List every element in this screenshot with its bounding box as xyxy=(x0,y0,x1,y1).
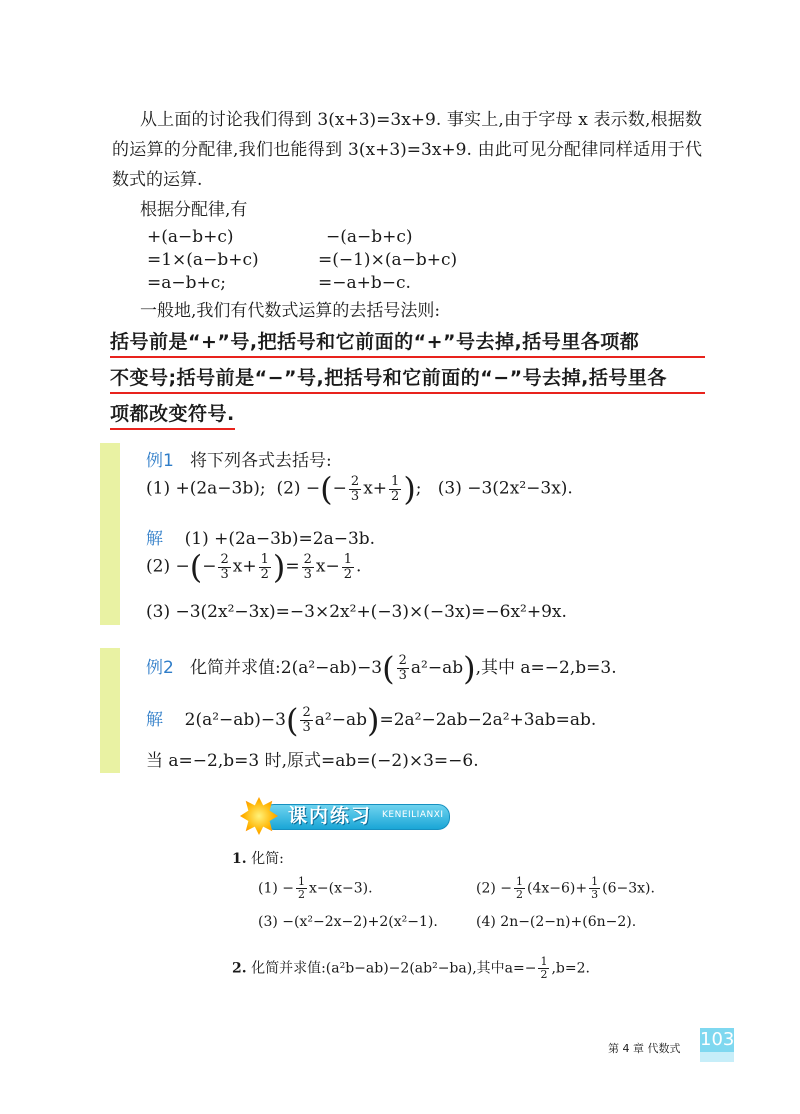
example1-s2-x2: x− xyxy=(315,556,340,577)
example1-solution-1 xyxy=(146,524,375,549)
intro-paragraph: 从上面的讨论我们得到 3(x+3)=3x+9. 事实上,由于字母 x 表示数,根据数的运算的分配律,我们也能得到 3(x+3)=3x+9. 由此可见分配律同样适用于代数式的运算. xyxy=(112,110,702,190)
right-paren: ) xyxy=(366,701,380,740)
example1-questions xyxy=(146,470,573,508)
distrib-left-2: =1×(a−b+c) xyxy=(147,250,259,270)
distrib-right-3: =−a+b−c. xyxy=(318,273,411,293)
practice-q1-text: 化简: xyxy=(251,851,284,867)
example2-task-post: ,其中 a=−2,b=3. xyxy=(475,658,617,678)
practice-q1-d: (4) 2n−(2−n)+(6n−2). xyxy=(476,914,637,930)
distrib-left-1: +(a−b+c) xyxy=(147,227,234,247)
fraction-1-2: $\frac{1}{2}$ xyxy=(540,955,548,981)
fraction-1-3: $\frac{1}{3}$ xyxy=(591,875,599,901)
right-paren: ) xyxy=(403,470,416,508)
example2-sol-pre: 2(a²−ab)−3 xyxy=(184,710,286,730)
example1-s1: (1) +(2a−3b)=2a−3b. xyxy=(184,529,376,549)
fraction-1-2: $\frac{1}{2}$ xyxy=(343,551,353,582)
left-paren: ( xyxy=(320,470,333,508)
example1-solution-3: (3) −3(2x²−3x)=−3×2x²+(−3)×(−3x)=−6x²+9x. xyxy=(146,602,567,622)
fraction-2-3: $\frac{2}{3}$ xyxy=(303,551,312,582)
example1-s2-end: . xyxy=(356,556,362,577)
practice-q1-a-pre: (1) − xyxy=(258,880,295,897)
practice-title-text: 课内练习 xyxy=(288,805,373,827)
page-number-strip xyxy=(700,1052,734,1062)
example2-sol-mid: a²−ab xyxy=(314,710,367,730)
practice-q2 xyxy=(232,956,590,981)
example2-task-pre: 化简并求值:2(a²−ab)−3 xyxy=(190,658,383,678)
practice-q1-b-post: (6−3x). xyxy=(602,880,655,897)
practice-title-banner xyxy=(240,800,452,832)
example1-s2-pre: (2) − xyxy=(146,556,190,577)
example1-solution-label: 解 xyxy=(146,529,163,549)
practice-q1-header xyxy=(232,848,284,868)
page-number: 103 xyxy=(700,1029,735,1050)
practice-q2-text: 化简并求值:(a²b−ab)−2(ab²−ba),其中a=− xyxy=(251,960,537,977)
practice-q1-b-mid: (4x−6)+ xyxy=(527,880,588,897)
example2-header xyxy=(146,649,617,688)
right-paren: ) xyxy=(463,649,476,688)
example1-q2-x: x+ xyxy=(363,478,388,499)
example1-q3: (3) −3(2x²−3x). xyxy=(437,478,573,499)
fraction-1-2: $\frac{1}{2}$ xyxy=(260,551,269,582)
example2-solution xyxy=(146,701,597,740)
practice-subtitle-text: KENEILIANXI xyxy=(382,810,444,820)
fraction-2-3: $\frac{2}{3}$ xyxy=(302,705,311,735)
example2-sol-post: =2a²−2ab−2a²+3ab=ab. xyxy=(379,710,597,730)
distrib-right-1: −(a−b+c) xyxy=(326,227,413,247)
practice-q2-number: 2. xyxy=(232,960,247,977)
left-paren: ( xyxy=(285,701,299,740)
example1-task: 将下列各式去括号: xyxy=(190,451,332,471)
example2-solution-label: 解 xyxy=(146,710,163,730)
example1-q2-after: ; xyxy=(415,478,422,499)
example1-solution-2 xyxy=(146,548,362,586)
rule-line-3: 项都改变符号. xyxy=(110,400,235,430)
fraction-1-2: $\frac{1}{2}$ xyxy=(391,473,400,504)
example1-q1: (1) +(2a−3b); xyxy=(146,478,266,499)
example1-q2-a: − xyxy=(332,478,347,499)
example2-final: 当 a=−2,b=3 时,原式=ab=(−2)×3=−6. xyxy=(146,751,479,771)
example1-s2-a: − xyxy=(202,556,217,577)
right-paren: ) xyxy=(272,548,286,586)
rule-line-2: 不变号;括号前是“−”号,把括号和它前面的“−”号去掉,括号里各 xyxy=(110,364,705,394)
practice-q1-a-post: x−(x−3). xyxy=(309,880,373,897)
intro-paragraph-2: 根据分配律,有 xyxy=(140,200,248,220)
example1-s2-x: x+ xyxy=(232,556,257,577)
example1-label: 例1 xyxy=(146,451,174,471)
example2-band xyxy=(100,648,120,773)
distrib-right-2: =(−1)×(a−b+c) xyxy=(318,250,458,270)
example1-header xyxy=(146,446,332,471)
practice-q2-post: ,b=2. xyxy=(551,960,590,977)
practice-q1-b xyxy=(476,876,655,901)
general-statement: 一般地,我们有代数式运算的去括号法则: xyxy=(140,301,441,321)
practice-q1-a xyxy=(258,876,373,901)
fraction-1-2: $\frac{1}{2}$ xyxy=(516,875,524,901)
fraction-2-3: $\frac{2}{3}$ xyxy=(220,551,229,582)
rule-line-1: 括号前是“+”号,把括号和它前面的“+”号去掉,括号里各项都 xyxy=(110,328,705,358)
practice-q1-c: (3) −(x²−2x−2)+2(x²−1). xyxy=(258,914,438,930)
rule-block xyxy=(110,328,705,436)
practice-q1-number: 1. xyxy=(232,851,247,867)
example2-task-mid: a²−ab xyxy=(410,658,464,678)
left-paren: ( xyxy=(382,649,395,688)
chapter-footer: 第 4 章 代数式 xyxy=(608,1042,681,1055)
fraction-2-3: $\frac{2}{3}$ xyxy=(398,653,407,683)
left-paren: ( xyxy=(189,548,203,586)
example2-label: 例2 xyxy=(146,658,174,678)
fraction-1-2: $\frac{1}{2}$ xyxy=(298,875,306,901)
intro-text xyxy=(112,105,702,225)
distrib-left-3: =a−b+c; xyxy=(147,273,226,293)
example1-s2-eq: = xyxy=(285,556,300,577)
example1-band xyxy=(100,443,120,625)
fraction-2-3: $\frac{2}{3}$ xyxy=(350,473,360,504)
practice-q1-b-pre: (2) − xyxy=(476,880,513,897)
example1-q2-pre: (2) − xyxy=(276,478,321,499)
